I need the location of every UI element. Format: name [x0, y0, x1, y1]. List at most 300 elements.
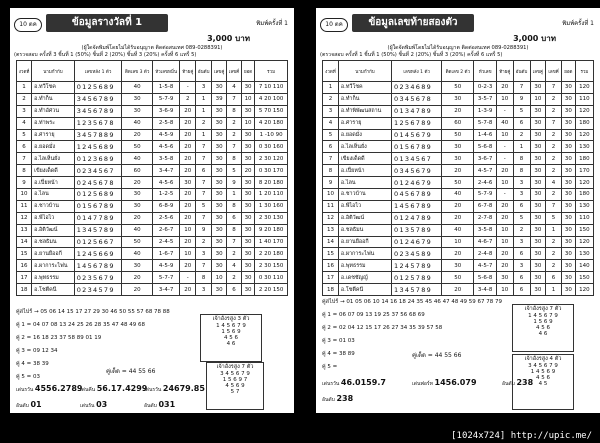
table-cell: 4	[227, 260, 242, 272]
table-cell: 7	[546, 200, 562, 212]
table-cell: 30	[561, 284, 575, 296]
table-cell: อ.เปี่ยหน้า	[32, 177, 75, 189]
table-row	[323, 236, 594, 248]
table-cell: 1 20 110	[255, 189, 288, 201]
table-cell: 20	[442, 105, 474, 117]
stat-value: 4556.2789	[34, 384, 83, 393]
table-cell: 10	[17, 189, 32, 201]
table-cell: 0345678	[392, 93, 442, 105]
table-cell: 12	[323, 212, 339, 224]
stat-label: อันดับ	[144, 403, 159, 409]
left-col-header: งวดที่	[17, 61, 32, 82]
table-row	[17, 82, 288, 94]
table-cell: อ.ศารายุ	[338, 117, 391, 129]
table-cell: 0124679	[392, 236, 442, 248]
table-cell: อ.ชลธิมน	[32, 236, 75, 248]
table-row	[17, 260, 288, 272]
stat-label: เด่นรวัน	[144, 387, 163, 393]
table-cell: อ.ยอดมั่ง	[338, 129, 391, 141]
table-cell: 30	[180, 177, 196, 189]
table-cell: 10	[497, 236, 514, 248]
table-cell: 1	[323, 82, 339, 94]
stat-label: เด่นคีน	[80, 387, 97, 393]
table-cell: 7	[196, 153, 212, 165]
table-cell: 14	[17, 236, 32, 248]
table-cell: 50	[122, 141, 152, 153]
table-cell: 0124789	[392, 212, 442, 224]
table-cell: 13	[17, 224, 32, 236]
table-cell: 20	[122, 284, 152, 296]
right-col-header: เลขหลัง 1 ตัว	[392, 61, 442, 82]
table-row	[17, 236, 288, 248]
table-cell: 30	[212, 117, 227, 129]
table-cell: 40	[122, 153, 152, 165]
table-cell: อ.ชาวบ้าน	[32, 200, 75, 212]
table-cell: 5	[196, 200, 212, 212]
table-cell: 1345789	[74, 224, 122, 236]
table-cell: 16	[17, 260, 32, 272]
table-row	[17, 212, 288, 224]
left-col-header: เลขคู่	[212, 61, 227, 82]
table-cell: เขียงเด็ดดี	[32, 165, 75, 177]
table-cell: 2-7-8	[474, 212, 497, 224]
table-cell: 2	[546, 236, 562, 248]
table-cell: 1-2-5	[152, 189, 180, 201]
table-cell: -	[497, 189, 514, 201]
table-cell: 3-6-9	[152, 105, 180, 117]
stat-value: 46.0159.7	[340, 378, 386, 387]
table-row	[17, 93, 288, 105]
table-cell: อ.ทำอัศวน	[32, 105, 75, 117]
table-cell: 2	[180, 93, 196, 105]
table-cell: 15	[17, 248, 32, 260]
table-cell: 2-4-5	[152, 236, 180, 248]
left-box1-title: เจ้าอังรสูง 3 ตัว	[212, 316, 250, 322]
table-cell: 1235678	[74, 117, 122, 129]
pair-line: คู่ 2 = 16 18 23 37 58 89 01 19	[16, 335, 102, 341]
table-cell: 20	[497, 248, 514, 260]
table-cell: 40	[122, 82, 152, 94]
table-cell: 8	[227, 105, 242, 117]
table-cell: 7	[196, 260, 212, 272]
table-cell: 3-5-8	[152, 153, 180, 165]
left-sub1: (ผู้ใดจัดพิมพ์โดยไม่ได้รับอนุญาต ติดต่อสนเทศ 089-0288391)	[81, 45, 223, 51]
table-cell: 30	[212, 129, 227, 141]
table-cell: 2-5-6	[152, 212, 180, 224]
left-header	[14, 12, 290, 43]
table-cell: 12	[17, 212, 32, 224]
table-cell: 20	[497, 165, 514, 177]
stat	[16, 384, 82, 394]
table-cell: 2	[546, 189, 562, 201]
stat	[144, 384, 205, 394]
table-cell: 10	[497, 284, 514, 296]
table-cell: 180	[575, 189, 593, 201]
table-cell: อ.ไลเห็นยั่ง	[32, 153, 75, 165]
table-row	[17, 284, 288, 296]
pair-line: คู่ 5 =	[322, 364, 338, 370]
table-cell: 40	[122, 248, 152, 260]
table-cell: 10	[442, 236, 474, 248]
table-cell: 1 40 170	[255, 236, 288, 248]
table-cell: อ.เปี่ยหน้า	[338, 165, 391, 177]
table-cell: 8	[227, 224, 242, 236]
table-cell: 10	[323, 189, 339, 201]
table-row	[323, 177, 594, 189]
table-cell: 30	[530, 236, 546, 248]
table-cell: 16	[323, 260, 339, 272]
table-row	[323, 224, 594, 236]
table-cell: 150	[575, 272, 593, 284]
table-cell: 60	[122, 165, 152, 177]
table-cell: 30	[530, 153, 546, 165]
table-cell: อ.ผาการะไฟน	[338, 248, 391, 260]
right-col-header: หัวเลข	[474, 61, 497, 82]
table-cell: 9	[196, 224, 212, 236]
stat-value: 24679.85	[162, 384, 205, 393]
table-cell: 2 30 120	[255, 153, 288, 165]
right-pair-label: คู่เด็ด = 44 55 66	[412, 352, 462, 359]
table-cell: 6-7-8	[474, 200, 497, 212]
table-cell: 20	[180, 141, 196, 153]
table-cell: 8	[323, 165, 339, 177]
table-cell: 6	[17, 141, 32, 153]
table-cell: 0145679	[392, 129, 442, 141]
table-cell: เขียงเด็ดดี	[338, 153, 391, 165]
table-cell: 6	[323, 141, 339, 153]
table-cell: 0234567	[74, 165, 122, 177]
table-cell: 20	[180, 105, 196, 117]
table-cell: 3-5-7	[474, 93, 497, 105]
table-cell: -	[180, 82, 196, 94]
table-cell: 30	[561, 105, 575, 117]
table-cell: 30	[530, 82, 546, 94]
table-cell: 5	[546, 212, 562, 224]
box-line: 4 6	[226, 341, 236, 347]
table-cell: 10	[497, 129, 514, 141]
table-cell: 2	[196, 117, 212, 129]
box-line: 1 5 6 9 7	[222, 377, 248, 383]
table-cell: 120	[575, 82, 593, 94]
stat-value: 238	[516, 378, 534, 387]
table-cell: 30	[212, 248, 227, 260]
table-cell: 2 30 150	[255, 260, 288, 272]
table-cell: 30	[122, 93, 152, 105]
table-row	[17, 248, 288, 260]
table-cell: 3-6-7	[474, 153, 497, 165]
table-cell: 20	[180, 212, 196, 224]
table-cell: 17	[323, 272, 339, 284]
table-cell: 20	[442, 248, 474, 260]
table-cell: 20	[497, 200, 514, 212]
table-cell: 30	[497, 272, 514, 284]
table-cell: 10	[241, 93, 254, 105]
table-cell: 1-3-9	[474, 105, 497, 117]
table-cell: อ.พุทธรรม	[32, 272, 75, 284]
table-cell: 1	[196, 105, 212, 117]
table-cell: 1 30 160	[255, 200, 288, 212]
table-cell: 2	[196, 236, 212, 248]
table-cell: 1-4-6	[474, 129, 497, 141]
table-cell: 7 10 110	[255, 82, 288, 94]
stat	[502, 378, 533, 388]
table-cell: 2 30 130	[255, 212, 288, 224]
table-cell: 30	[530, 189, 546, 201]
pair-line: คู่ 4 = 38 39	[16, 361, 49, 367]
table-cell: 4	[227, 82, 242, 94]
table-cell: 6-8-9	[152, 200, 180, 212]
table-cell: 30	[212, 105, 227, 117]
box-line: 1 5 6 9	[221, 329, 241, 335]
table-cell: 30	[530, 177, 546, 189]
table-cell: 140	[575, 260, 593, 272]
stat-value: 01	[30, 400, 42, 409]
table-cell: 30	[212, 284, 227, 296]
table-cell: 7	[227, 141, 242, 153]
table-cell: 110	[575, 93, 593, 105]
table-cell: 2	[546, 153, 562, 165]
table-cell: 30	[241, 224, 254, 236]
table-cell: 30	[530, 260, 546, 272]
table-row	[17, 141, 288, 153]
table-cell: 6	[546, 272, 562, 284]
table-cell: 1	[546, 284, 562, 296]
table-cell: อ.ไลเห็นยั่ง	[338, 141, 391, 153]
stat-label: เด่นรวัน	[322, 381, 341, 387]
right-page	[316, 8, 600, 413]
table-cell: 30	[212, 165, 227, 177]
table-row	[17, 117, 288, 129]
right-price: 3,000 บาท	[513, 34, 556, 43]
left-banner: ข้อมูลรางวัลที่ 1	[46, 14, 168, 32]
left-box1	[200, 314, 262, 362]
stat-label: เด่นรวัน	[16, 387, 35, 393]
table-cell: 2	[323, 93, 339, 105]
right-col-header: งวดที่	[323, 61, 339, 82]
table-cell: 20	[442, 212, 474, 224]
table-cell: 30	[561, 165, 575, 177]
table-cell: 120	[575, 177, 593, 189]
table-cell: 30	[241, 272, 254, 284]
table-cell: 2-4-6	[474, 177, 497, 189]
table-cell: 30	[241, 105, 254, 117]
table-cell: 10	[497, 224, 514, 236]
table-cell: 2-5-8	[152, 117, 180, 129]
table-cell: 7	[196, 212, 212, 224]
box-line: 3 4 5 6 7 9	[220, 371, 250, 377]
table-cell: 50	[442, 272, 474, 284]
table-cell: 7	[227, 93, 242, 105]
table-cell: 20	[180, 236, 196, 248]
table-cell: 2	[546, 105, 562, 117]
table-row	[17, 224, 288, 236]
table-cell: 0245678	[74, 177, 122, 189]
table-cell: 30	[241, 189, 254, 201]
table-cell: อ.อิติวัฒน์	[338, 212, 391, 224]
table-row	[323, 189, 594, 201]
table-cell: 4-5-9	[152, 260, 180, 272]
table-cell: 4-5-7	[474, 260, 497, 272]
left-col-header: รวม	[255, 61, 288, 82]
table-cell: 6	[227, 284, 242, 296]
left-box2	[206, 362, 264, 410]
table-row	[17, 153, 288, 165]
table-cell: 18	[17, 284, 32, 296]
table-cell: 8	[227, 200, 242, 212]
box-line: 3 4 5 6 7 9	[528, 363, 558, 369]
left-col-header: เลขหลัง 1 ตัว	[74, 61, 122, 82]
table-cell: 50	[442, 129, 474, 141]
table-cell: 1	[196, 129, 212, 141]
table-cell: 30	[561, 224, 575, 236]
table-cell: 10	[180, 224, 196, 236]
table-cell: 1 -10 90	[255, 129, 288, 141]
table-cell: อ.ชาวบ้าน	[338, 189, 391, 201]
table-cell: 6	[513, 272, 530, 284]
table-cell: 0123689	[74, 153, 122, 165]
table-cell: 6	[513, 284, 530, 296]
table-cell: 30	[530, 212, 546, 224]
table-cell: 30	[212, 260, 227, 272]
table-cell: 3	[513, 177, 530, 189]
table-cell: อ.ยอดมั่ง	[32, 141, 75, 153]
box-line: 4 5	[538, 381, 548, 387]
table-cell: 20	[180, 129, 196, 141]
table-cell: 30	[212, 189, 227, 201]
table-cell: 130	[575, 141, 593, 153]
table-cell: 2	[227, 272, 242, 284]
table-cell: 3	[323, 105, 339, 117]
table-cell: อ.พุทธรรม	[338, 260, 391, 272]
table-cell: 17	[17, 272, 32, 284]
stat-value: 03	[96, 400, 108, 409]
table-cell: 4-5-6	[152, 141, 180, 153]
table-cell: 30	[241, 153, 254, 165]
table-cell: 20	[122, 272, 152, 284]
left-col-header: ท้ายคู่	[180, 61, 196, 82]
table-cell: อ.ทำก็น	[338, 93, 391, 105]
table-cell: 6	[513, 117, 530, 129]
table-row	[323, 212, 594, 224]
table-cell: 30	[561, 129, 575, 141]
table-cell: 5-6-8	[474, 141, 497, 153]
table-cell: 120	[575, 129, 593, 141]
table-cell: 3456789	[74, 93, 122, 105]
table-cell: 4	[17, 117, 32, 129]
table-cell: 1-5-8	[152, 82, 180, 94]
table-row	[17, 129, 288, 141]
table-cell: 4 20 100	[255, 93, 288, 105]
table-cell: 9	[513, 93, 530, 105]
table-cell: อ.โชตีคนี	[32, 284, 75, 296]
table-cell: 2	[546, 129, 562, 141]
table-cell: 110	[575, 212, 593, 224]
stat	[80, 400, 107, 410]
table-cell: 9 20 180	[255, 224, 288, 236]
right-col-header: ท้ายคู่	[497, 61, 514, 82]
box-line: 1 4 5 6 7 9	[528, 313, 558, 319]
left-box2-title: เจ้าอังรสูง 7 ตัว	[216, 364, 254, 370]
table-cell: 180	[575, 117, 593, 129]
pair-line: คู่ 1 = 06 07 09 13 19 25 37 56 68 69	[322, 312, 425, 318]
right-print-no: พิมพ์ครั้งที่ 1	[562, 20, 594, 27]
table-cell: 30	[241, 82, 254, 94]
right-col-header: เลขคี่	[546, 61, 562, 82]
stat-label: เด่นฟอร์ท	[412, 381, 435, 387]
pair-line: คู่ 5 = 03	[16, 374, 41, 380]
box-line: 4 5 6	[224, 335, 238, 341]
table-cell: 7	[196, 141, 212, 153]
stat	[80, 384, 147, 394]
table-cell: 30	[561, 189, 575, 201]
table-cell: 20	[122, 177, 152, 189]
table-cell: 7	[546, 117, 562, 129]
table-cell: 6	[196, 165, 212, 177]
left-pair-label: คู่เด็ด = 44 55 66	[106, 368, 156, 375]
table-cell: อ.พีไอไว	[338, 200, 391, 212]
table-cell: 3	[196, 248, 212, 260]
right-box2-title: เจ้าอังรสูง 4 ตัว	[524, 356, 562, 362]
table-cell: 30	[212, 153, 227, 165]
watermark: [1024x724] http://upic.me/	[451, 431, 592, 441]
table-cell: 30	[530, 224, 546, 236]
table-cell: 30	[212, 224, 227, 236]
table-cell: 40	[442, 224, 474, 236]
table-cell: 30	[212, 236, 227, 248]
table-cell: 3-4-7	[152, 284, 180, 296]
table-cell: อ.โชตีคนี	[338, 284, 391, 296]
table-cell: 8	[513, 153, 530, 165]
table-cell: 150	[575, 224, 593, 236]
table-cell: อ.ทวีโชค	[32, 82, 75, 94]
table-cell: 0125789	[392, 272, 442, 284]
table-cell: 0135789	[392, 224, 442, 236]
pair-line: คู่ 3 = 01 03	[322, 338, 355, 344]
table-cell: 1245689	[74, 141, 122, 153]
table-cell: 2 20 180	[255, 248, 288, 260]
table-cell: 30	[442, 141, 474, 153]
table-cell: 120	[575, 105, 593, 117]
stat	[322, 378, 386, 388]
table-cell: 7	[513, 82, 530, 94]
table-cell: 20	[497, 260, 514, 272]
stat-value: 56.17.4299	[96, 384, 148, 393]
table-row	[323, 117, 594, 129]
table-cell: 0125689	[74, 189, 122, 201]
table-cell: 30	[241, 236, 254, 248]
table-cell: 13	[323, 224, 339, 236]
table-cell: 0456789	[392, 189, 442, 201]
table-cell: 3	[513, 260, 530, 272]
table-cell: 5 70 150	[255, 105, 288, 117]
table-cell: 3-4-8	[474, 284, 497, 296]
table-cell: 30	[561, 177, 575, 189]
table-cell: 30	[212, 212, 227, 224]
table-cell: 2	[546, 93, 562, 105]
table-cell: 3456789	[74, 105, 122, 117]
left-print-no: พิมพ์ครั้งที่ 1	[256, 20, 288, 27]
table-cell: 120	[575, 284, 593, 296]
table-cell: 30	[561, 153, 575, 165]
table-cell: 0-2-3	[474, 82, 497, 94]
table-cell: 60	[442, 117, 474, 129]
table-cell: 2-4-8	[474, 248, 497, 260]
table-cell: 20	[180, 200, 196, 212]
table-cell: 30	[561, 260, 575, 272]
stat-label: อันดับ	[322, 397, 337, 403]
table-cell: อ.พีไอไว	[32, 212, 75, 224]
left-col-header: นามกำกับ	[32, 61, 75, 82]
